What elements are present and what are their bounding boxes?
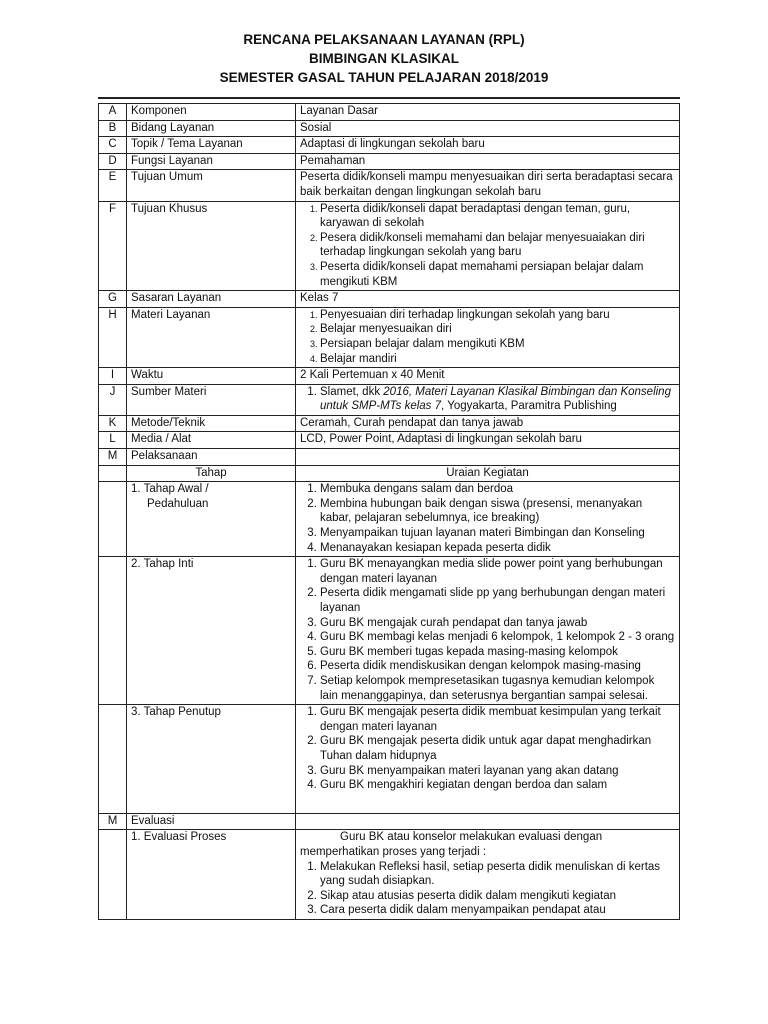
table-row xyxy=(99,153,680,170)
list-item: 2. Peserta didik mengamati slide pp yang berhubungan dengan materi layanan xyxy=(320,586,675,615)
table-row xyxy=(99,368,680,385)
uraian-header: Uraian Kegiatan xyxy=(296,465,680,482)
row-value: LCD, Power Point, Adaptasi di lingkungan sekolah baru xyxy=(296,432,680,449)
table-row xyxy=(99,432,680,449)
tahap-inti-label: 2. Tahap Inti xyxy=(127,557,296,705)
list-item: 2. Sikap atau atusias peserta didik dalam mengikuti kegiatan xyxy=(320,889,675,904)
row-code-empty xyxy=(99,557,127,705)
row-label: Komponen xyxy=(127,104,296,121)
row-value: Peserta didik/konseli mampu menyesuaikan diri serta beradaptasi secara baik berkaitan dengan lingkungan sekolah baru xyxy=(296,170,680,201)
evaluasi-list xyxy=(300,860,675,918)
table-top-rule xyxy=(98,97,680,99)
table-row xyxy=(99,307,680,367)
row-code: I xyxy=(99,368,127,385)
table-row xyxy=(99,705,680,814)
row-value: Pemahaman xyxy=(296,153,680,170)
title-line-3: SEMESTER GASAL TAHUN PELAJARAN 2018/2019 xyxy=(219,70,549,85)
table-row xyxy=(99,465,680,482)
materi-layanan-list xyxy=(300,308,675,366)
table-row xyxy=(99,557,680,705)
row-value: 2 Kali Pertemuan x 40 Menit xyxy=(296,368,680,385)
row-code: L xyxy=(99,432,127,449)
title-line-2: BIMBINGAN KLASIKAL xyxy=(309,51,459,66)
list-item: 3. Persiapan belajar dalam mengikuti KBM xyxy=(320,337,675,352)
table-row xyxy=(99,201,680,291)
row-code: G xyxy=(99,291,127,308)
list-item: 1. Melakukan Refleksi hasil, setiap peserta didik menuliskan di kertas yang sudah disiapkan. xyxy=(320,860,675,889)
row-label: Bidang Layanan xyxy=(127,120,296,137)
tahap-inti-list xyxy=(300,557,675,703)
row-value: Adaptasi di lingkungan sekolah baru xyxy=(296,137,680,154)
row-value xyxy=(296,813,680,830)
table-row xyxy=(99,830,680,920)
evaluasi-proses-label: 1. Evaluasi Proses xyxy=(127,830,296,920)
tahap-inti-items xyxy=(296,557,680,705)
list-item: 1. Guru BK menayangkan media slide power point yang berhubungan dengan materi layanan xyxy=(320,557,675,586)
row-value: Layanan Dasar xyxy=(296,104,680,121)
list-item: 1. Peserta didik/konseli dapat beradaptasi dengan teman, guru, karyawan di sekolah xyxy=(320,202,675,231)
rpl-table xyxy=(98,103,680,920)
list-item: 7. Setiap kelompok mempresetasikan tugasnya kemudian kelompok lain menanggapinya, dan seterusnya bergantian sampai selesai. xyxy=(320,674,675,703)
document-title xyxy=(0,30,768,87)
evaluasi-proses-items xyxy=(296,830,680,920)
source-author: Slamet, dkk xyxy=(320,385,384,398)
row-code: D xyxy=(99,153,127,170)
table-row xyxy=(99,170,680,201)
list-item xyxy=(320,385,675,414)
row-label: Sasaran Layanan xyxy=(127,291,296,308)
source-publisher: , Yogyakarta, Paramitra Publishing xyxy=(441,400,617,413)
title-line-1: RENCANA PELAKSANAAN LAYANAN (RPL) xyxy=(243,32,525,47)
list-item: 3. Menyampaikan tujuan layanan materi Bimbingan dan Konseling xyxy=(320,526,675,541)
row-label: Tujuan Umum xyxy=(127,170,296,201)
list-item: 2. Guru BK mengajak peserta didik untuk agar dapat menghadirkan Tuhan dalam hidupnya xyxy=(320,734,675,763)
row-code: A xyxy=(99,104,127,121)
list-item: 3. Cara peserta didik dalam menyampaikan pendapat atau xyxy=(320,903,675,918)
list-item: 2. Membina hubungan baik dengan siswa (presensi, menanyakan kabar, pelajaran sebelumnya, ice breaking) xyxy=(320,497,675,526)
tahap-header: Tahap xyxy=(127,465,296,482)
list-item: 6. Peserta didik mendiskusikan dengan kelompok masing-masing xyxy=(320,659,675,674)
tahap-penutup-list xyxy=(300,705,675,793)
row-value xyxy=(296,449,680,466)
row-value: Kelas 7 xyxy=(296,291,680,308)
evaluasi-intro: Guru BK atau konselor melakukan evaluasi dengan memperhatikan proses yang terjadi : xyxy=(300,831,603,858)
row-value: Sosial xyxy=(296,120,680,137)
row-label: Evaluasi xyxy=(127,813,296,830)
source-title: 2016, Materi Layanan Klasikal Bimbingan dan Konseling untuk SMP-MTs kelas 7 xyxy=(320,385,671,413)
row-label: Pelaksanaan xyxy=(127,449,296,466)
row-code: B xyxy=(99,120,127,137)
list-item: 1. Membuka dengans salam dan berdoa xyxy=(320,482,675,497)
row-code: C xyxy=(99,137,127,154)
table-row xyxy=(99,813,680,830)
list-item: 2. Pesera didik/konseli memahami dan belajar menyesuaiakan diri terhadap lingkungan sekolah yang baru xyxy=(320,231,675,260)
table-row xyxy=(99,137,680,154)
tahap-awal-list xyxy=(300,482,675,555)
row-code-empty xyxy=(99,705,127,814)
row-code: M xyxy=(99,813,127,830)
table-row xyxy=(99,449,680,466)
list-item: 4. Guru BK mengakhiri kegiatan dengan berdoa dan salam xyxy=(320,778,675,793)
row-value xyxy=(296,307,680,367)
row-code: F xyxy=(99,201,127,291)
tujuan-khusus-list xyxy=(300,202,675,290)
list-item: 3. Peserta didik/konseli dapat memahami persiapan belajar dalam mengikuti KBM xyxy=(320,260,675,289)
row-code: E xyxy=(99,170,127,201)
table-row xyxy=(99,384,680,415)
row-code-empty xyxy=(99,482,127,557)
row-value xyxy=(296,384,680,415)
row-value xyxy=(296,201,680,291)
list-item: 5. Guru BK memberi tugas kepada masing-masing kelompok xyxy=(320,645,675,660)
row-code-empty xyxy=(99,830,127,920)
row-label: Fungsi Layanan xyxy=(127,153,296,170)
row-label: Materi Layanan xyxy=(127,307,296,367)
sumber-materi-list xyxy=(300,385,675,414)
row-label: Tujuan Khusus xyxy=(127,201,296,291)
row-label: Media / Alat xyxy=(127,432,296,449)
list-item: 1. Penyesuaian diri terhadap lingkungan sekolah yang baru xyxy=(320,308,675,323)
list-item: 2. Belajar menyesuaikan diri xyxy=(320,322,675,337)
row-label: Sumber Materi xyxy=(127,384,296,415)
row-code-empty xyxy=(99,465,127,482)
row-label: Waktu xyxy=(127,368,296,385)
list-item: 4. Menanayakan kesiapan kepada peserta didik xyxy=(320,541,675,556)
tahap-awal-line2: Pedahuluan xyxy=(147,497,209,510)
table-row xyxy=(99,415,680,432)
row-code: K xyxy=(99,415,127,432)
row-label: Topik / Tema Layanan xyxy=(127,137,296,154)
tahap-awal-label xyxy=(127,482,296,557)
row-code: H xyxy=(99,307,127,367)
list-item: 3. Guru BK mengajak curah pendapat dan tanya jawab xyxy=(320,616,675,631)
tahap-awal-line1: 1. Tahap Awal / xyxy=(131,483,209,496)
tahap-awal-items xyxy=(296,482,680,557)
list-item: 4. Guru BK membagi kelas menjadi 6 kelompok, 1 kelompok 2 - 3 orang xyxy=(320,630,675,645)
table-row xyxy=(99,482,680,557)
table-row xyxy=(99,291,680,308)
list-item: 1. Guru BK mengajak peserta didik membuat kesimpulan yang terkait dengan materi layanan xyxy=(320,705,675,734)
tahap-penutup-label: 3. Tahap Penutup xyxy=(127,705,296,814)
tahap-penutup-items xyxy=(296,705,680,814)
table-row xyxy=(99,120,680,137)
list-item: 4. Belajar mandiri xyxy=(320,352,675,367)
table-row xyxy=(99,104,680,121)
list-item: 3. Guru BK menyampaikan materi layanan yang akan datang xyxy=(320,764,675,779)
row-code: J xyxy=(99,384,127,415)
row-label: Metode/Teknik xyxy=(127,415,296,432)
row-code: M xyxy=(99,449,127,466)
row-value: Ceramah, Curah pendapat dan tanya jawab xyxy=(296,415,680,432)
